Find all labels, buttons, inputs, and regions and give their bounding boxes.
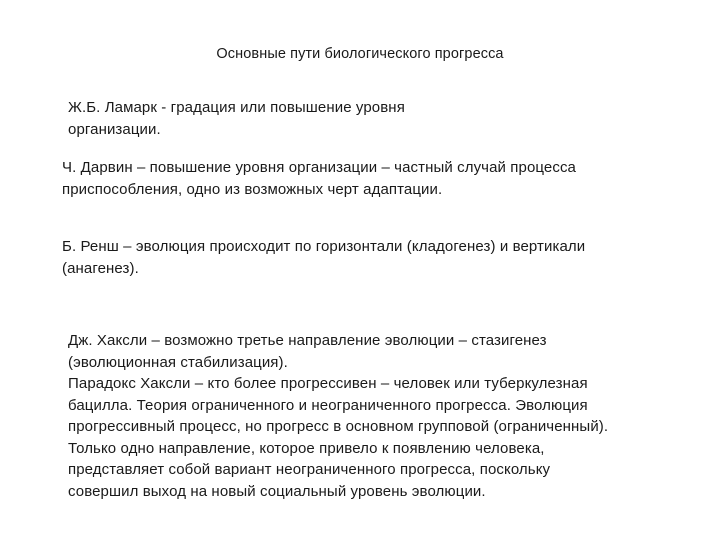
huxley-line-3: Парадокс Хаксли – кто более прогрессивен – человек или туберкулезная xyxy=(68,375,588,392)
huxley-line-4: бацилла. Теория ограниченного и неограниченного прогресса. Эволюция xyxy=(68,396,588,414)
huxley-line-7: представляет собой вариант неограниченного прогресса, поскольку xyxy=(68,461,551,478)
darwin-line-2: приспособления, одно из возможных черт адаптации. xyxy=(62,180,443,198)
rensch-paragraph xyxy=(62,236,585,279)
rensch-line-1: Б. Ренш – эволюция происходит по горизонтали (кладогенез) и вертикали xyxy=(62,238,586,255)
huxley-line-6: Только одно направление, которое привело к появлению человека, xyxy=(68,439,545,457)
darwin-line-1: Ч. Дарвин – повышение уровня организации – частный случай процесса xyxy=(62,159,576,176)
darwin-paragraph xyxy=(62,157,576,200)
huxley-line-1: Дж. Хаксли – возможно третье направление эволюции – стазигенез xyxy=(68,332,547,349)
huxley-line-5: прогрессивный процесс, но прогресс в основном групповой (ограниченный). xyxy=(68,418,609,435)
rensch-line-2: (анагенез). xyxy=(62,259,139,277)
slide-title: Основные пути биологического прогресса xyxy=(216,46,504,62)
lamarck-line-1: Ж.Б. Ламарк - градация или повышение уровня xyxy=(68,99,405,116)
lamarck-line-2: организации. xyxy=(68,120,161,138)
lamarck-paragraph xyxy=(68,97,405,140)
huxley-paragraph xyxy=(68,330,608,502)
huxley-line-2: (эволюционная стабилизация). xyxy=(68,353,288,371)
huxley-line-8: совершил выход на новый социальный уровень эволюции. xyxy=(68,482,486,500)
